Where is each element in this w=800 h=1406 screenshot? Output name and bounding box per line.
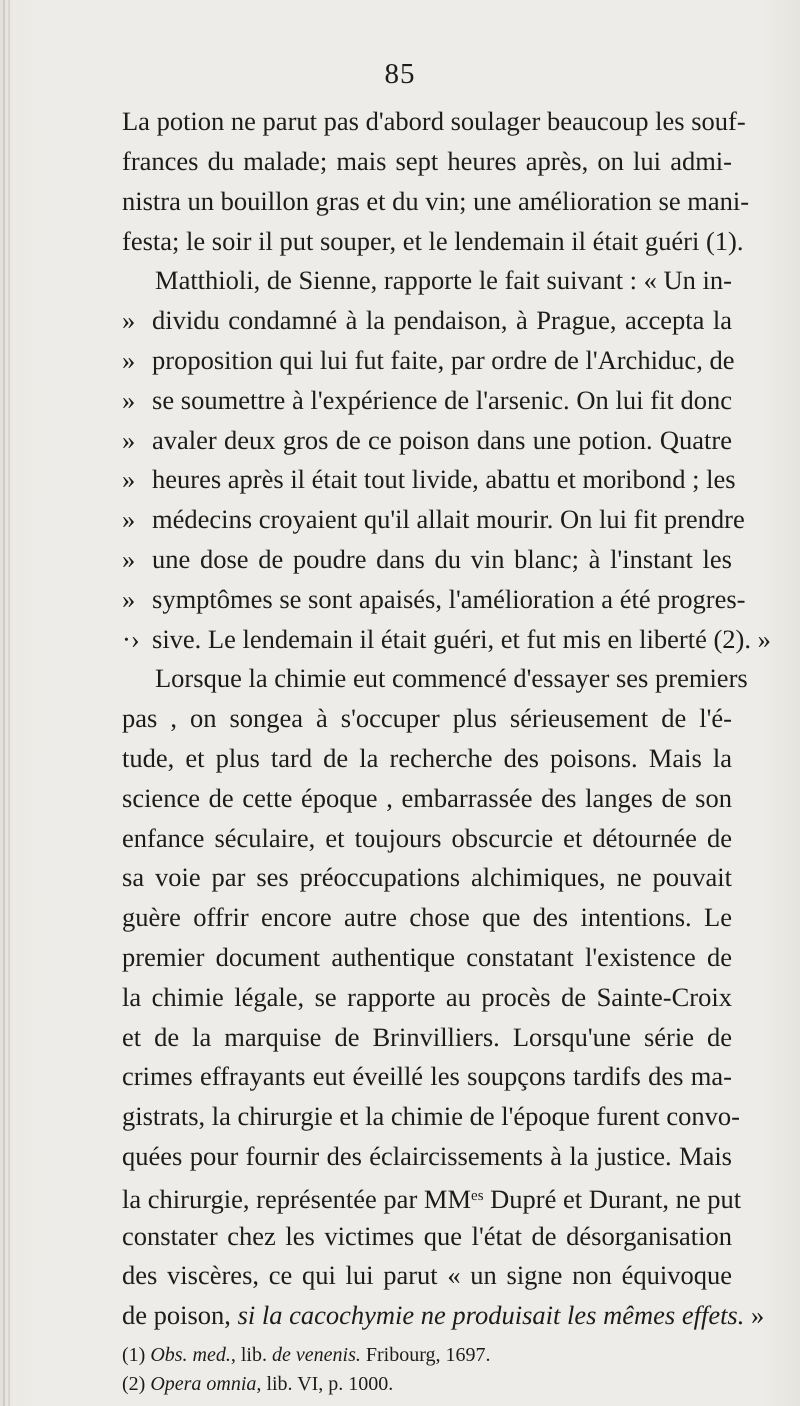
quoted-line [122, 504, 745, 534]
text-segment: de poison, [122, 1300, 238, 1330]
quote-mark: » [122, 305, 136, 335]
text-line: heures après il était tout livide, abattu et moribond ; les [152, 464, 736, 494]
text-segment: , lib. [230, 1344, 272, 1366]
text-line: se soumettre à l'expérience de l'arsenic. On lui fit donc [152, 385, 732, 415]
text-line: quées pour fournir des éclaircissements à la justice. Mais [122, 1141, 732, 1171]
footnote-marker: (2) [122, 1373, 151, 1395]
quote-mark: » [122, 544, 136, 574]
text-line: dividu condamné à la pendaison, à Prague, accepta la [152, 305, 732, 335]
page-number: 85 [384, 58, 416, 90]
text-line: et de la marquise de Brinvilliers. Lorsqu'une série de [122, 1022, 732, 1052]
text-line: tude, et plus tard de la recherche des poisons. Mais la [122, 743, 732, 773]
page-edge-shadow [8, 0, 10, 1406]
quoted-line [122, 305, 732, 335]
text-line: frances du malade; mais sept heures après, on lui admi- [122, 146, 732, 176]
italic-text: de venenis. [272, 1344, 361, 1366]
text-line: enfance séculaire, et toujours obscurcie et détournée de [122, 823, 732, 853]
superscript: es [471, 1188, 484, 1204]
quote-mark: » [122, 345, 136, 375]
text-line: sa voie par ses préoccupations alchimiques, ne pouvait [122, 862, 732, 892]
text-line [122, 1300, 765, 1330]
quote-mark: » [122, 584, 136, 614]
page-edge-shadow [3, 0, 5, 1406]
text-line: guère offrir encore autre chose que des intentions. Le [122, 902, 732, 932]
italic-text: Obs. med. [150, 1344, 231, 1366]
text-line: sive. Le lendemain il était guéri, et fut mis en liberté (2). » [152, 624, 771, 654]
quoted-line [122, 385, 732, 415]
quote-mark: » [122, 385, 136, 415]
text-line: avaler deux gros de ce poison dans une potion. Quatre [152, 425, 732, 455]
text-line: pas , on songea à s'occuper plus sérieusement de l'é- [122, 703, 732, 733]
quote-mark: » [122, 504, 136, 534]
text-line: symptômes se sont apaisés, l'amélioration a été progres- [152, 584, 746, 614]
quoted-line [122, 624, 771, 654]
text-line: proposition qui lui fut faite, par ordre de l'Archiduc, de [152, 345, 735, 375]
text-line: La potion ne parut pas d'abord soulager beaucoup les souf- [122, 106, 746, 136]
text-line: premier document authentique constatant l'existence de [122, 942, 732, 972]
text-line: Lorsque la chimie eut commencé d'essayer ses premiers [155, 663, 748, 693]
text-segment: Fribourg, 1697. [360, 1344, 491, 1366]
text-segment: lib. VI, p. 1000. [261, 1373, 394, 1395]
footnote-marker: (1) [122, 1344, 151, 1366]
text-line: médecins croyaient qu'il allait mourir. On lui fit prendre [152, 504, 745, 534]
quoted-line [122, 464, 736, 494]
text-line: la chimie légale, se rapporte au procès de Sainte-Croix [122, 982, 732, 1012]
text-line: nistra un bouillon gras et du vin; une amélioration se mani- [122, 186, 750, 216]
footnote-2 [122, 1372, 732, 1396]
text-line: Matthioli, de Sienne, rapporte le fait suivant : « Un in- [155, 265, 732, 295]
text-line: crimes effrayants eut éveillé les soupçons tardifs des ma- [122, 1061, 732, 1091]
quoted-line [122, 544, 732, 574]
quoted-line [122, 425, 732, 455]
text-segment: » [744, 1300, 765, 1330]
text-line: festa; le soir il put souper, et le lendemain il était guéri (1). [122, 226, 744, 256]
text-line: une dose de poudre dans du vin blanc; à l'instant les [152, 544, 732, 574]
italic-text: si la cacochymie ne produisait les mêmes effets. [237, 1300, 745, 1330]
text-segment: Dupré et Durant, ne put [483, 1184, 742, 1214]
italic-text: Opera omnia, [150, 1373, 262, 1395]
quote-mark: ·› [122, 624, 140, 654]
quoted-line [122, 584, 746, 614]
quote-mark: » [122, 464, 136, 494]
text-segment: la chirurgie, représentée par MM [122, 1184, 472, 1214]
footnote-1 [122, 1343, 732, 1367]
text-line: gistrats, la chirurgie et la chimie de l'époque furent convo- [122, 1101, 740, 1131]
text-line: constater chez les victimes que l'état de désorganisation [122, 1221, 732, 1251]
quote-mark: » [122, 425, 136, 455]
text-line: science de cette époque , embarrassée des langes de son [122, 783, 732, 813]
quoted-line [122, 345, 735, 375]
text-line [122, 1181, 742, 1214]
text-line: des viscères, ce qui lui parut « un signe non équivoque [122, 1260, 732, 1290]
